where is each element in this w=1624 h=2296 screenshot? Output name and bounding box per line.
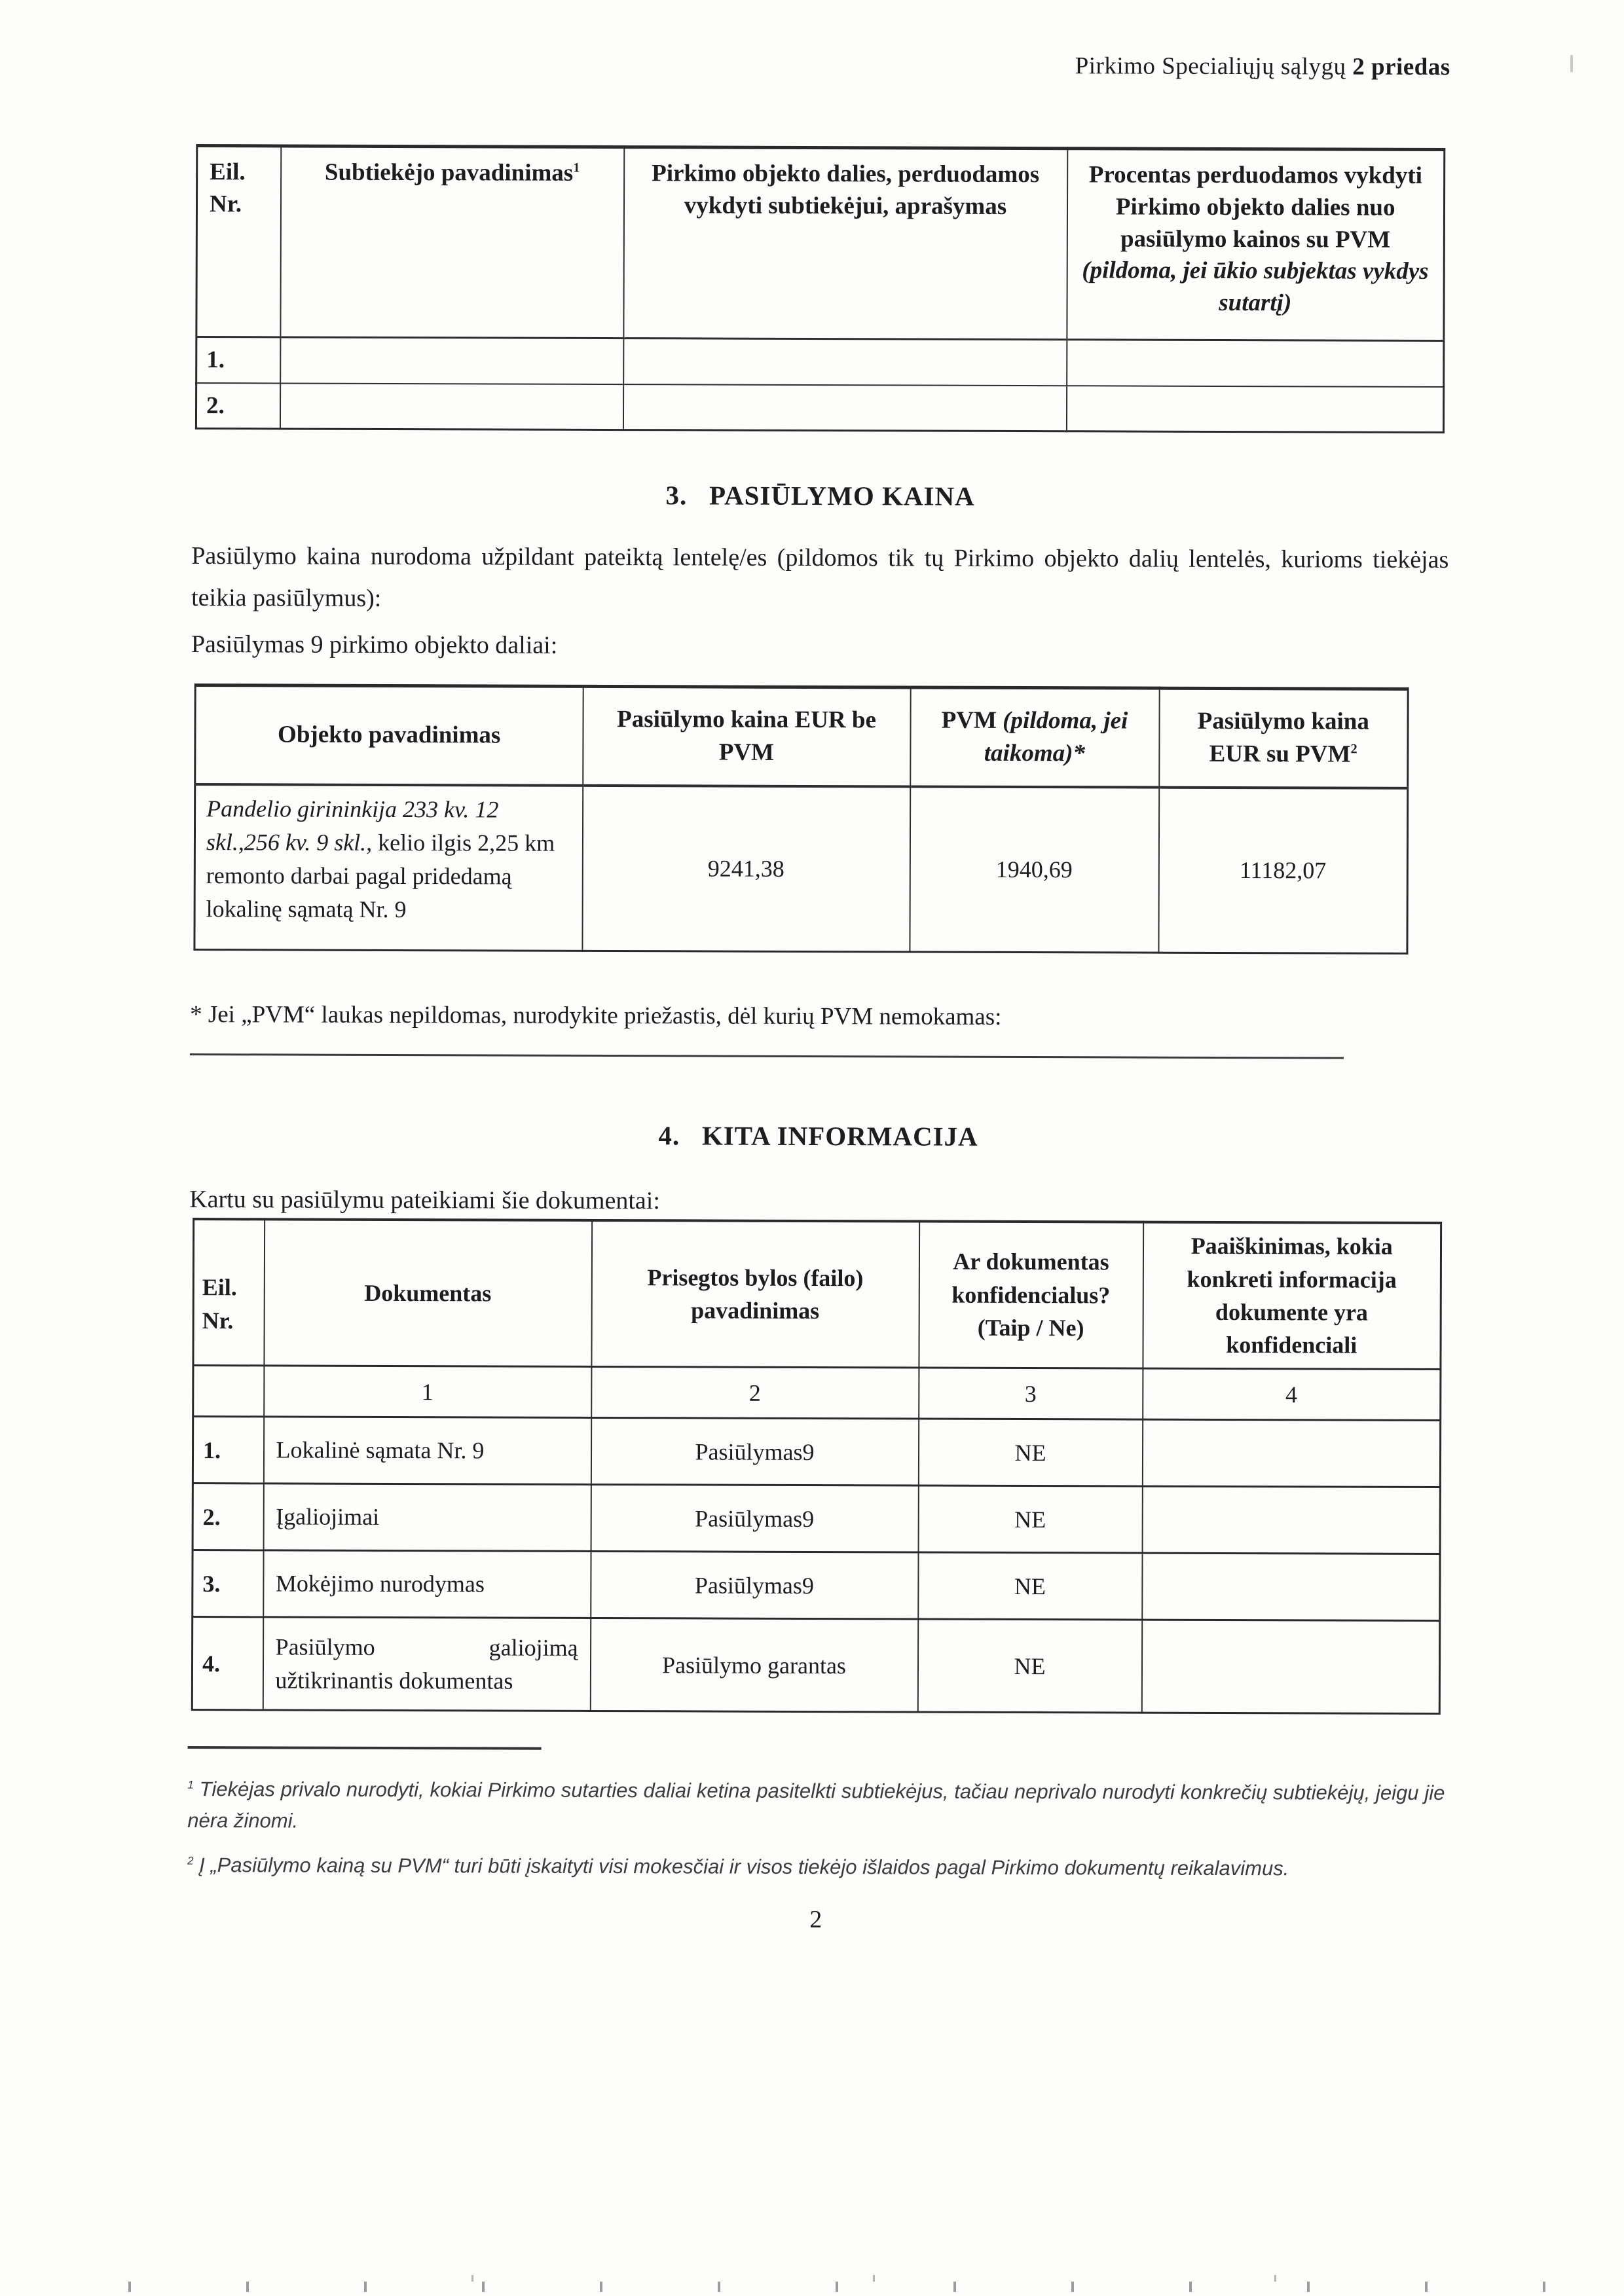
t2-col-kaina-be-pvm: Pasiūlymo kaina EUR be PVM bbox=[583, 686, 910, 787]
subcontractor-row-2 bbox=[196, 383, 1443, 433]
fill-in-line bbox=[190, 1053, 1344, 1059]
file-name: Pasiūlymas9 bbox=[591, 1418, 918, 1486]
file-name: Pasiūlymas9 bbox=[591, 1552, 918, 1620]
file-name: Pasiūlymo garantas bbox=[590, 1618, 917, 1713]
vat-amount: 1940,69 bbox=[910, 787, 1159, 953]
column-number-row bbox=[193, 1366, 1441, 1421]
confidential-flag: NE bbox=[918, 1419, 1142, 1486]
t2-col-kaina-su-pvm bbox=[1159, 688, 1408, 788]
document-name: Pasiūlymo galiojimą užtikrinantis dokumentas bbox=[263, 1617, 590, 1711]
t1-col-subtiekejas bbox=[280, 146, 624, 338]
document-row-3 bbox=[193, 1550, 1440, 1621]
t3-col-dokumentas: Dokumentas bbox=[264, 1219, 592, 1367]
t2-col4-label: Pasiūlymo kaina EUR su PVM bbox=[1197, 708, 1369, 768]
t1-col-aprasymas: Pirkimo objekto dalies, perduodamos vykdyti subtiekėjui, aprašymas bbox=[623, 147, 1067, 340]
t3-col-eil-nr: Eil. Nr. bbox=[193, 1219, 265, 1366]
column-number: 1 bbox=[264, 1366, 591, 1418]
document-name: Mokėjimo nurodymas bbox=[263, 1550, 591, 1618]
t1-col4-italic: (pildoma, jei ūkio subjektas vykdys sutartį) bbox=[1082, 257, 1429, 317]
confidential-explanation bbox=[1141, 1620, 1439, 1713]
row-number: 3. bbox=[193, 1550, 263, 1617]
price-without-vat: 9241,38 bbox=[582, 786, 910, 952]
document-row-1 bbox=[193, 1417, 1440, 1487]
scan-artifacts-bottom-2 bbox=[72, 2275, 1624, 2282]
subcontractor-row-1 bbox=[196, 337, 1444, 387]
section-3-paragraph: Pasiūlymo kaina nurodoma užpildant pateiktą lentelę/es (pildomos tik tų Pirkimo objekto dalių lentelės, kurioms tiekėjas teikia pasiūlymus): bbox=[191, 542, 1449, 612]
t2-col-pvm bbox=[910, 687, 1159, 788]
row-number: 2. bbox=[196, 383, 280, 429]
document-name: Įgaliojimai bbox=[263, 1484, 591, 1552]
object-description-italic: Pandelio girininkija 233 kv. 12 skl.,256 kv. 9 skl., bbox=[206, 795, 499, 856]
price-with-vat: 11182,07 bbox=[1158, 788, 1408, 953]
footnotes bbox=[187, 1774, 1445, 1885]
section-3-subline: Pasiūlymas 9 pirkimo objekto daliai: bbox=[191, 630, 558, 659]
document-row-4 bbox=[192, 1617, 1439, 1714]
t1-col2-label: Subtiekėjo pavadinimas bbox=[324, 158, 574, 187]
section-4-title: 4. KITA INFORMACIJA bbox=[658, 1120, 978, 1152]
t3-col-konfidencialus: Ar dokumentas konfidencialus? (Taip / Ne) bbox=[919, 1221, 1143, 1368]
header-annex-label: Pirkimo Specialiųjų sąlygų bbox=[1075, 52, 1353, 81]
confidential-flag: NE bbox=[917, 1619, 1141, 1713]
column-number: 4 bbox=[1143, 1368, 1441, 1420]
section-4-intro: Kartu su pasiūlymu pateikiami šie dokumentai: bbox=[189, 1185, 661, 1214]
empty-cell bbox=[280, 337, 623, 384]
file-name: Pasiūlymas9 bbox=[591, 1485, 918, 1553]
empty-cell bbox=[623, 338, 1067, 386]
confidential-explanation bbox=[1142, 1419, 1440, 1487]
confidential-flag: NE bbox=[918, 1485, 1142, 1553]
t2-col-objektas: Objekto pavadinimas bbox=[195, 685, 583, 786]
footnote-2-marker: 2 bbox=[187, 1854, 194, 1867]
confidential-explanation bbox=[1142, 1553, 1440, 1620]
confidential-flag: NE bbox=[918, 1552, 1142, 1620]
t1-col4-bold: Procentas perduodamos vykdyti Pirkimo objekto dalies nuo pasiūlymo kainos su PVM bbox=[1088, 161, 1423, 253]
empty-cell bbox=[623, 384, 1066, 431]
price-table bbox=[193, 683, 1409, 955]
row-number: 1. bbox=[193, 1417, 263, 1484]
footnote-2 bbox=[187, 1850, 1445, 1885]
price-table-header-row bbox=[195, 685, 1408, 788]
documents-table bbox=[191, 1218, 1442, 1715]
empty-cell bbox=[1066, 386, 1443, 433]
header-annex-number: 2 priedas bbox=[1352, 53, 1450, 81]
confidential-explanation bbox=[1142, 1486, 1440, 1554]
t1-col2-footnote-ref: 1 bbox=[573, 160, 580, 175]
footnote-2-text: Į „Pasiūlymo kainą su PVM“ turi būti įskaityti visi mokesčiai ir visos tiekėjo išlaidos pagal Pirkimo dokumentų reikalavimus. bbox=[193, 1853, 1289, 1880]
footnote-1-marker: 1 bbox=[187, 1778, 194, 1791]
footnote-1-text: Tiekėjas privalo nurodyti, kokiai Pirkimo sutarties daliai ketina pasitelkti subtiekėjus, tačiau neprivalo nurodyti konkrečių subtiekėjų, jeigu jie nėra žinomi. bbox=[187, 1777, 1445, 1832]
t3-col-bylos-pavadinimas: Prisegtos bylos (failo) pavadinimas bbox=[591, 1220, 919, 1368]
page-number: 2 bbox=[809, 1906, 822, 1934]
t2-col3-bold: PVM bbox=[941, 707, 1003, 735]
empty-cell bbox=[193, 1366, 264, 1417]
empty-cell bbox=[1067, 340, 1444, 387]
object-description-regular: kelio ilgis 2,25 km remonto darbai pagal pridedamą lokalinę sąmatą Nr. 9 bbox=[206, 829, 555, 923]
scan-artifact bbox=[1570, 55, 1573, 72]
price-table-data-row bbox=[194, 784, 1408, 953]
row-number: 1. bbox=[196, 337, 280, 383]
empty-cell bbox=[280, 383, 623, 430]
t2-col3-italic: (pildoma, jei taikoma)* bbox=[984, 707, 1128, 767]
footnote-separator bbox=[188, 1746, 542, 1750]
column-number: 3 bbox=[919, 1368, 1143, 1419]
object-description bbox=[194, 784, 583, 951]
column-number: 2 bbox=[591, 1367, 919, 1419]
section-3-title: 3. PASIŪLYMO KAINA bbox=[665, 480, 975, 511]
vat-exemption-note: * Jei „PVM“ laukas nepildomas, nurodykite priežastis, dėl kurių PVM nemokamas: bbox=[190, 1000, 1002, 1030]
document-row-2 bbox=[193, 1484, 1440, 1554]
scan-artifacts-bottom bbox=[13, 2282, 1624, 2292]
footnote-1 bbox=[187, 1774, 1445, 1840]
row-number: 4. bbox=[192, 1617, 263, 1710]
t1-col-procentas bbox=[1067, 149, 1445, 341]
t3-col-paaiskinimas: Paaiškinimas, kokia konkreti informacija dokumente yra konfidenciali bbox=[1143, 1222, 1441, 1369]
document-name: Lokalinė sąmata Nr. 9 bbox=[263, 1417, 591, 1485]
document-header bbox=[193, 49, 1450, 81]
subcontractor-table-header-row bbox=[196, 146, 1445, 341]
t2-col4-footnote-ref: 2 bbox=[1350, 742, 1357, 757]
t1-col-eil-nr: Eil. Nr. bbox=[196, 146, 281, 337]
subcontractor-table bbox=[195, 144, 1445, 433]
row-number: 2. bbox=[193, 1484, 263, 1550]
documents-table-header-row bbox=[193, 1219, 1441, 1370]
